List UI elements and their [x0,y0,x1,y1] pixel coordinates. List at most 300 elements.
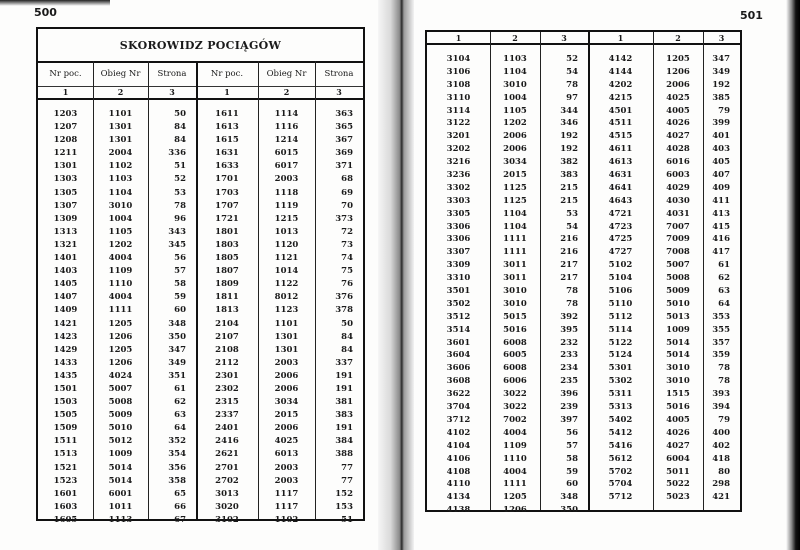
table-cell: 57 [566,440,578,451]
table-cell: 3305 [446,208,471,219]
table-cell: 5412 [608,427,633,438]
table-cell: 78 [718,363,730,374]
table-cell: 4144 [608,66,633,77]
column-number: 3 [169,87,175,97]
table-cell: 73 [341,239,353,250]
table-cell: 1118 [274,187,299,198]
table-cell: 1110 [108,279,133,290]
table-cell: 192 [712,79,730,90]
table-cell: 4641 [608,182,633,193]
table-column [148,108,196,527]
table-cell: 57 [174,266,186,277]
table-cell: 4025 [666,92,690,103]
table-cell: 4025 [274,436,299,447]
table-cell: 1116 [274,122,299,133]
table-cell: 4024 [108,370,133,381]
table-cell: 4004 [503,466,527,477]
table-cell: 1014 [274,266,299,277]
table-cell: 5112 [608,311,633,322]
column-number: 3 [561,32,567,43]
table-cell: 1104 [503,208,527,219]
table-cell: 1301 [108,135,133,146]
table-cell: 96 [174,213,186,224]
table-cell: 59 [566,466,578,477]
table-cell: 4029 [666,182,690,193]
table-cell: 1101 [108,109,133,119]
table-cell: 350 [560,505,578,516]
table-cell: 75 [341,266,353,277]
table-column [38,108,93,527]
table-cell: 1004 [108,213,133,224]
table-cell: 359 [712,350,730,361]
table-cell: 77 [341,475,353,486]
table-cell: 4004 [108,253,133,264]
table-cell: 3606 [446,363,471,374]
table-cell: 74 [341,253,353,264]
table-cell: 7008 [666,247,690,258]
table-cell: 6004 [666,453,690,464]
table-cell: 5104 [608,273,633,284]
column-number: 2 [512,32,518,43]
table-cell: 69 [341,187,353,198]
table-cell: 1515 [666,389,690,400]
table-cell: 1511 [53,436,78,447]
table-cell: 1603 [53,501,78,512]
table-cell: 3236 [446,170,471,181]
table-cell: 3303 [446,195,471,206]
table-cell: 5122 [608,337,633,348]
table-cell: 346 [560,118,578,129]
table-cell: 1401 [53,253,78,264]
table-cell: 350 [168,331,186,342]
table-cell: 2302 [215,383,239,394]
table-cell: 5009 [108,410,133,421]
table-cell: 1203 [53,109,78,119]
table-cell: 407 [712,170,730,181]
table-cell: 152 [335,488,353,499]
table-cell: 1013 [274,226,299,237]
book-spine [378,0,414,550]
table-cell: 5402 [608,414,633,425]
table-cell: 153 [335,501,353,512]
table-cell: 3102 [215,514,239,525]
table-cell: 2004 [108,148,133,159]
column-divider [93,61,94,519]
table-cell: 3202 [446,144,471,155]
column-number: 1 [455,32,462,43]
table-cell: 1122 [274,279,299,290]
table-cell: 3310 [446,273,471,284]
table-column [653,53,703,517]
table-cell: 3020 [215,501,239,512]
table-cell: 4511 [608,118,633,129]
table-cell: 65 [174,488,186,499]
table-cell: 63 [174,410,186,421]
table-cell: 2337 [215,410,239,421]
table-cell [588,504,653,517]
table-cell: 5011 [666,466,690,477]
table-cell: 3010 [666,376,690,387]
table-cell: 2315 [215,397,239,408]
column-divider [315,61,316,519]
table-cell: 1423 [53,331,78,342]
table-cell: 5014 [666,350,690,361]
table-cell: 4026 [666,118,690,129]
table-cell: 5313 [608,402,633,413]
table-cell: 6016 [666,157,690,168]
column-number: 3 [336,87,342,97]
table-cell: 5009 [666,286,690,297]
table-cell: 192 [560,131,578,142]
table-cell: 53 [174,187,186,198]
table-cell: 1214 [274,135,299,146]
table-cell: 4138 [446,505,471,516]
table-cell: 4102 [446,427,471,438]
table-cell: 4643 [608,195,633,206]
table-cell: 358 [168,475,186,486]
table-cell: 52 [174,174,186,185]
table-cell: 1205 [503,492,527,503]
table-cell: 1111 [108,305,133,316]
table-column [427,53,490,517]
column-number: 1 [617,32,624,43]
table-cell: 356 [168,462,186,473]
table-cell: 378 [335,305,353,316]
table-cell: 4515 [608,131,633,142]
table-cell: 1409 [53,305,78,316]
table-cell: 5712 [608,492,633,503]
table-cell: 70 [341,200,353,211]
table-cell: 394 [712,402,730,413]
table-cell: 5302 [608,376,633,387]
table-cell: 4108 [446,466,471,477]
table-cell [703,504,740,517]
table-cell: 78 [566,298,578,309]
table-cell: 3104 [446,54,471,64]
table-cell: 4202 [608,79,633,90]
table-cell: 3010 [666,363,690,374]
column-divider [653,32,654,510]
table-cell: 3306 [446,221,471,232]
table-cell: 4110 [446,479,471,490]
table-cell: 191 [335,370,353,381]
table-cell: 1208 [53,135,78,146]
table-cell: 4611 [608,144,633,155]
table-cell: 4031 [666,208,690,219]
table-cell [653,504,703,517]
table-cell: 384 [335,436,353,447]
table-cell: 1110 [503,453,527,464]
table-cell: 1109 [108,266,133,277]
table-cell: 1125 [503,182,527,193]
table-cell: 3010 [503,286,527,297]
table-cell: 2006 [274,370,299,381]
table-cell: 62 [174,397,186,408]
table-cell: 1513 [53,449,78,460]
table-cell: 3712 [446,414,471,425]
table-cell: 421 [712,492,730,503]
table-cell: 2006 [274,423,299,434]
table-cell: 1301 [108,122,133,133]
table-cell: 347 [168,344,186,355]
table-cell: 397 [560,414,578,425]
table-cell: 2006 [503,131,527,142]
table-cell: 409 [712,182,730,193]
table-cell: 352 [168,436,186,447]
table-cell: 7002 [503,414,527,425]
table-cell: 1117 [274,501,299,512]
table-column [703,53,740,517]
table-cell: 403 [712,144,730,155]
table-cell: 1501 [53,383,78,394]
table-cell: 1205 [108,318,133,329]
table-cell: 354 [168,449,186,460]
column-header: Obieg Nr [100,68,141,79]
table-cell: 415 [712,221,730,232]
table-cell: 5007 [666,260,690,271]
table-cell: 1114 [274,109,299,119]
table-cell: 1101 [274,318,299,329]
table-cell: 2006 [274,383,299,394]
table-cell: 63 [718,286,730,297]
table-cell: 416 [712,234,730,245]
table-cell: 1119 [274,200,299,211]
table-cell: 54 [566,221,578,232]
table-cell: 1104 [108,187,133,198]
table-cell: 1207 [53,122,78,133]
column-header: Nr poc. [210,68,244,79]
table-cell: 383 [335,410,353,421]
table-cell: 382 [560,157,578,168]
table-cell: 4104 [446,440,471,451]
table-cell: 58 [566,453,578,464]
table-cell: 1105 [503,105,527,116]
table-cell: 66 [174,501,186,512]
table-cell: 78 [566,79,578,90]
column-header: Obieg Nr [266,68,307,79]
table-cell: 2108 [215,344,239,355]
table-cell: 1633 [215,161,239,172]
table-cell: 3216 [446,157,471,168]
table-cell: 5014 [666,337,690,348]
table-cell: 79 [718,414,730,425]
table-cell: 1105 [108,226,133,237]
table-cell: 78 [718,376,730,387]
table-cell: 5301 [608,363,633,374]
table-cell: 418 [712,453,730,464]
table-cell: 1004 [503,92,527,103]
table-cell: 402 [712,440,730,451]
table-cell: 1707 [215,200,239,211]
table-cell: 217 [560,260,578,271]
table-cell: 2003 [274,357,299,368]
table-cell: 5016 [503,324,527,335]
table-cell: 5702 [608,466,633,477]
table-cell: 344 [560,105,578,116]
column-number: 2 [117,87,124,97]
table-cell: 1123 [274,305,299,316]
table-cell: 1205 [108,344,133,355]
table-cell: 3010 [108,200,133,211]
table-cell: 1206 [108,331,133,342]
table-cell: 1113 [108,514,133,525]
table-cell: 61 [718,260,730,271]
table-cell: 1803 [215,239,239,250]
table-cell: 1605 [53,514,78,525]
table-cell: 78 [566,286,578,297]
table-cell: 3604 [446,350,471,361]
table-cell: 4142 [608,54,633,64]
table-cell: 84 [341,331,353,342]
table-cell: 3022 [503,402,527,413]
table-cell: 1009 [666,324,690,335]
page-edge-shadow-right [786,0,800,550]
table-cell: 1202 [108,239,133,250]
table-cell: 58 [174,279,186,290]
table-cell: 2003 [274,174,299,185]
table-cell: 2621 [215,449,239,460]
table-cell: 1813 [215,305,239,316]
table-cell: 6005 [503,350,527,361]
table-cell: 1109 [503,440,527,451]
table-cell: 6003 [666,170,690,181]
table-column [540,53,588,517]
table-cell: 84 [174,135,186,146]
table-cell: 3201 [446,131,471,142]
table-cell: 3110 [446,92,471,103]
table-cell: 5311 [608,389,633,400]
table-cell: 3010 [503,298,527,309]
table-cell: 2006 [503,144,527,155]
page-title: SKOROWIDZ POCIĄGÓW [38,29,363,63]
table-cell: 54 [566,66,578,77]
table-cell: 349 [168,357,186,368]
table-cell: 2401 [215,423,239,434]
table-cell: 5110 [608,298,633,309]
table-cell: 53 [566,208,578,219]
table-cell: 1103 [503,54,527,64]
table-cell: 1505 [53,410,78,421]
table-cell: 3309 [446,260,471,271]
table-cell: 3307 [446,247,471,258]
table-cell: 5015 [503,311,527,322]
table-cell: 5007 [108,383,133,394]
table-cell: 4005 [666,105,690,116]
table-cell: 191 [335,423,353,434]
table-cell: 4613 [608,157,633,168]
table-cell: 234 [560,363,578,374]
table-cell: 357 [712,337,730,348]
table-cell: 80 [718,466,730,477]
page-number-right: 501 [740,9,763,22]
table-column [490,53,540,517]
table-cell: 369 [335,148,353,159]
column-divider [703,32,704,510]
table-cell: 298 [712,479,730,490]
table-cell: 1117 [274,488,299,499]
table-cell: 1111 [503,234,527,245]
table-cell: 405 [712,157,730,168]
table-cell: 4631 [608,170,633,181]
table-cell: 6015 [274,148,299,159]
table-cell: 3010 [503,79,527,90]
table-cell: 3608 [446,376,471,387]
table-column [588,53,653,517]
table-cell: 64 [174,423,186,434]
table-cell: 6001 [108,488,133,499]
column-divider [490,32,491,510]
table-cell: 1206 [108,357,133,368]
table-cell: 381 [335,397,353,408]
table-cell: 1429 [53,344,78,355]
table-cell: 401 [712,131,730,142]
table-cell: 76 [341,279,353,290]
table-cell: 1206 [666,66,690,77]
table-cell: 353 [712,311,730,322]
table-cell: 5612 [608,453,633,464]
table-cell: 3512 [446,311,471,322]
column-header: Strona [157,68,187,79]
table-cell: 4028 [666,144,690,155]
table-cell: 1303 [53,174,78,185]
table-cell: 2301 [215,370,239,381]
table-cell: 393 [712,389,730,400]
table-cell: 1307 [53,200,78,211]
table-cell: 400 [712,427,730,438]
table-cell: 2702 [215,475,239,486]
table-cell: 5014 [108,462,133,473]
table-cell: 5106 [608,286,633,297]
table-cell: 4106 [446,453,471,464]
table-cell: 1611 [215,109,239,119]
table-cell: 97 [566,92,578,103]
table-cell: 1301 [53,161,78,172]
column-number: 2 [283,87,290,97]
table-cell: 51 [341,514,353,525]
table-cell: 60 [174,305,186,316]
table-cell: 1313 [53,226,78,237]
table-cell: 2701 [215,462,239,473]
table-cell: 1321 [53,239,78,250]
table-cell: 3514 [446,324,471,335]
table-cell: 3108 [446,79,471,90]
table-cell: 1805 [215,253,239,264]
table-cell: 84 [174,122,186,133]
column-divider [196,61,198,519]
table-cell: 4004 [108,292,133,303]
table-cell: 215 [560,182,578,193]
table-cell: 3704 [446,402,471,413]
table-column [258,108,315,527]
table-cell: 5012 [108,436,133,447]
table-cell: 4027 [666,131,690,142]
table-cell: 239 [560,402,578,413]
table-cell: 216 [560,234,578,245]
table-cell: 1202 [503,118,527,129]
table-cell: 61 [174,383,186,394]
table-cell: 337 [335,357,353,368]
table-cell: 343 [168,226,186,237]
table-cell: 348 [168,318,186,329]
table-cell: 191 [335,383,353,394]
table-cell: 1435 [53,370,78,381]
table-cell: 3022 [503,389,527,400]
table-cell: 3011 [503,260,527,271]
table-cell: 388 [335,449,353,460]
table-cell: 4030 [666,195,690,206]
table-cell: 348 [560,492,578,503]
table-cell: 215 [560,195,578,206]
